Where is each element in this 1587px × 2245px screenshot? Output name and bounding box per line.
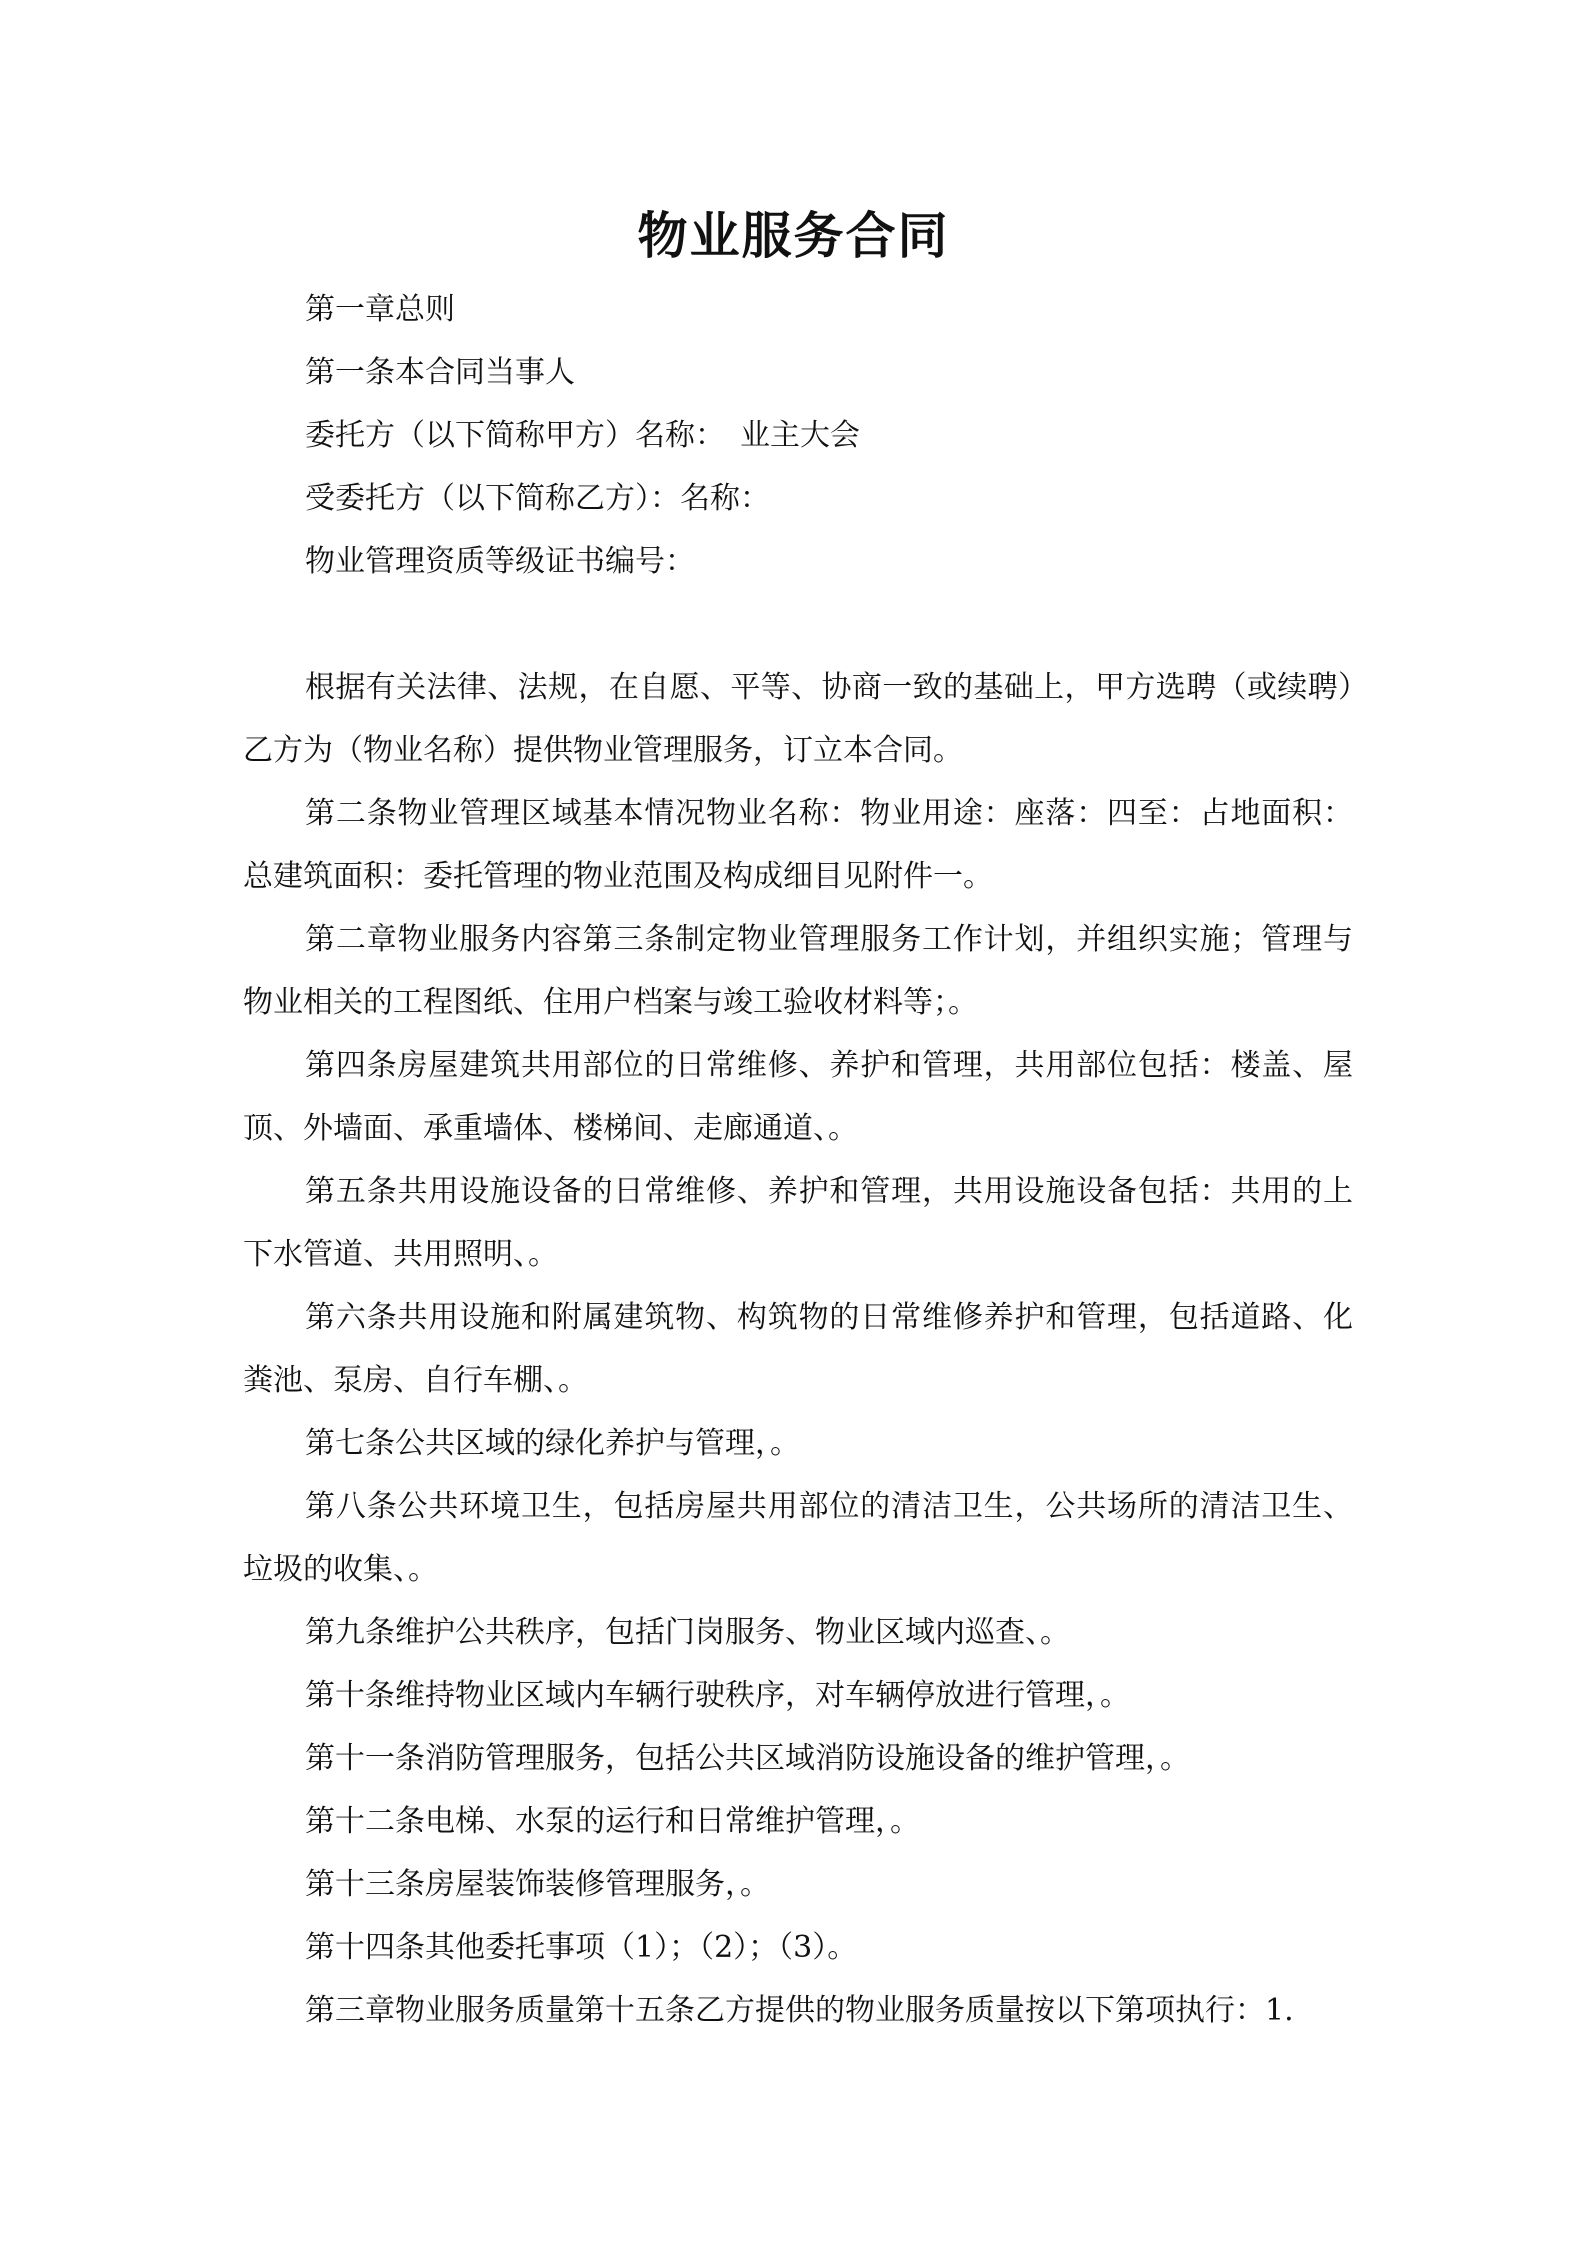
paragraph: 第十条维持物业区域内车辆行驶秩序，对车辆停放进行管理，。 [305,1678,1130,1713]
paragraph: 第四条房屋建筑共用部位的日常维修、养护和管理，共用部位包括：楼盖、屋顶、外墙面、承重墙体、楼梯间、走廊通道、。 [243,1048,1353,1146]
paragraph: 第六条共用设施和附属建筑物、构筑物的日常维修养护和管理，包括道路、化粪池、泵房、自行车棚、。 [243,1300,1353,1398]
paragraph: 根据有关法律、法规，在自愿、平等、协商一致的基础上，甲方选聘（或续聘）乙方为（物业名称）提供物业管理服务，订立本合同。 [243,670,1353,768]
party-a-line: 委托方（以下简称甲方）名称： 业主大会 [305,418,860,453]
paragraph: 第三章物业服务质量第十五条乙方提供的物业服务质量按以下第项执行：1. [305,1993,1294,2028]
party-b-line: 受委托方（以下简称乙方）：名称： [305,481,770,516]
paragraph: 第八条公共环境卫生，包括房屋共用部位的清洁卫生，公共场所的清洁卫生、垃圾的收集、。 [243,1489,1353,1587]
paragraph: 第二条物业管理区域基本情况物业名称：物业用途：座落：四至：占地面积：总建筑面积：委托管理的物业范围及构成细目见附件一。 [243,796,1353,894]
paragraph: 第十二条电梯、水泵的运行和日常维护管理，。 [305,1804,920,1839]
paragraph: 第十一条消防管理服务，包括公共区域消防设施设备的维护管理，。 [305,1741,1190,1776]
article-heading: 第一条本合同当事人 [305,355,575,390]
blank-gap [243,593,1353,656]
paragraph: 第九条维护公共秩序，包括门岗服务、物业区域内巡查、。 [305,1615,1070,1650]
paragraph: 第十四条其他委托事项（1）；（2）；（3）。 [305,1930,858,1965]
certificate-line: 物业管理资质等级证书编号： [305,544,695,579]
document-title: 物业服务合同 [637,206,950,265]
document-body [243,278,1353,2042]
paragraph: 第二章物业服务内容第三条制定物业管理服务工作计划，并组织实施；管理与物业相关的工程图纸、住用户档案与竣工验收材料等；。 [243,922,1353,1020]
paragraph: 第七条公共区域的绿化养护与管理，。 [305,1426,800,1461]
paragraph: 第十三条房屋装饰装修管理服务，。 [305,1867,770,1902]
paragraph: 第五条共用设施设备的日常维修、养护和管理，共用设施设备包括：共用的上下水管道、共用照明、。 [243,1174,1353,1272]
chapter-heading: 第一章总则 [305,292,455,327]
